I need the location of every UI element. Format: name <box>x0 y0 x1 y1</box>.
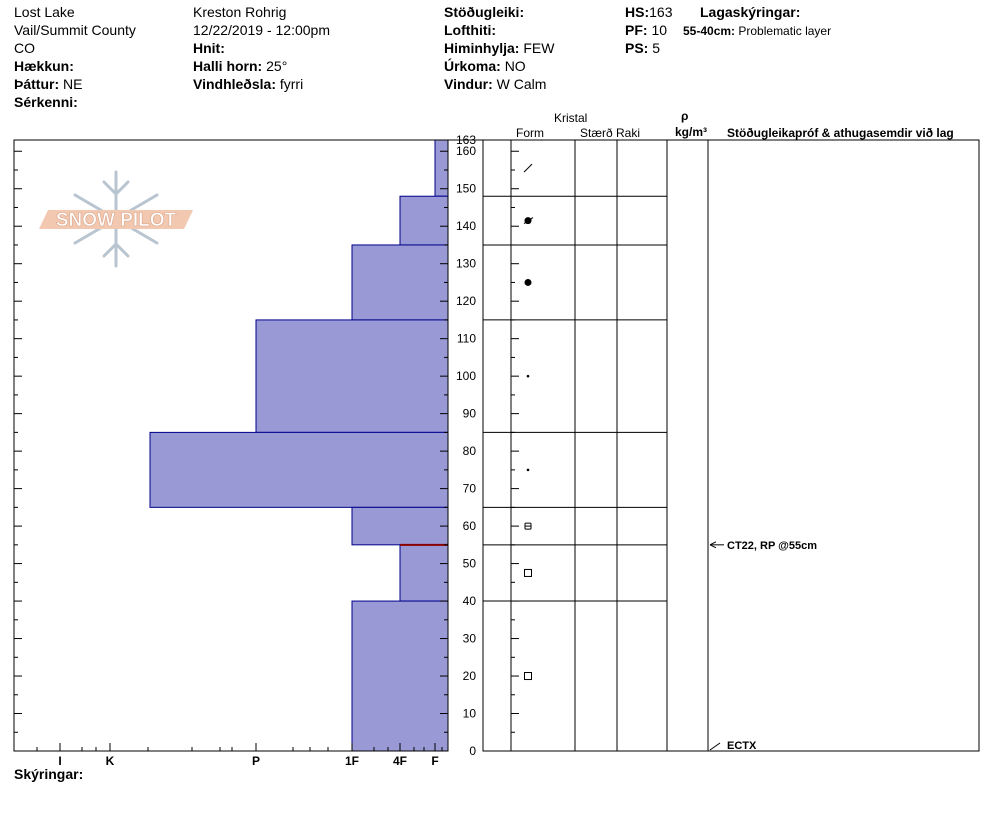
hardness-bar <box>150 432 448 507</box>
hardness-panel <box>14 140 448 768</box>
depth-tick-label: 0 <box>469 744 476 758</box>
hs-value: 163 <box>649 4 673 20</box>
hardness-bar <box>352 507 448 544</box>
depth-tick-label: 160 <box>455 144 476 159</box>
crystal-symbol <box>524 164 532 172</box>
wind-label: Vindur: <box>444 76 493 92</box>
depth-tick-label: 110 <box>456 331 476 346</box>
depth-tick-label: 10 <box>462 706 476 721</box>
layer-note-range: 55-40cm: <box>683 24 736 38</box>
hardness-bar <box>352 245 448 320</box>
hardness-bar <box>400 545 448 601</box>
depth-tick-label: 120 <box>455 294 476 309</box>
depth-tick-label: 90 <box>462 406 476 421</box>
hardness-bar <box>435 140 448 196</box>
wind-loading-label: Vindhleðsla: <box>193 76 276 92</box>
ps-label: PS: <box>625 40 649 56</box>
rho-header: ρ <box>681 109 689 123</box>
precip-value: NO <box>504 58 526 74</box>
form-header: Form <box>516 126 544 140</box>
hardness-tick-label: I <box>58 754 62 768</box>
test-label: CT22, RP @55cm <box>727 539 818 552</box>
crystal-symbol <box>525 569 532 576</box>
depth-tick-label: 70 <box>462 481 476 496</box>
crystal-symbol <box>527 469 530 472</box>
sky-label: Himinhylja: <box>444 40 520 56</box>
hardness-tick-label: F <box>431 754 439 768</box>
hardness-tick-label: 1F <box>344 754 360 768</box>
test-label: ECTX <box>727 740 757 752</box>
layer-notes-label: Lagaskýringar: <box>700 4 801 20</box>
hardness-tick-label: 4F <box>392 754 408 768</box>
density-unit-header: kg/m³ <box>675 125 708 139</box>
sky-value: FEW <box>523 40 555 56</box>
depth-tick-label: 150 <box>455 181 476 196</box>
wind-loading-value: fyrri <box>279 76 304 92</box>
snowpilot-logo <box>39 172 193 266</box>
depth-tick-label: 20 <box>462 669 476 684</box>
observer: Kreston Rohrig <box>193 4 287 20</box>
hardness-tick-label: P <box>251 754 261 768</box>
crystal-frame <box>483 140 979 751</box>
depth-tick-label: 130 <box>455 256 476 271</box>
slope-label: Halli horn: <box>193 58 263 74</box>
test-pointer <box>710 743 720 750</box>
notes-label: Skýringar: <box>14 766 84 782</box>
depth-tick-label: 80 <box>462 444 476 459</box>
depth-tick-label: 30 <box>462 631 476 646</box>
tests-header: Stöðugleikapróf & athugasemdir við lag <box>727 126 954 140</box>
crystal-panel <box>483 140 979 752</box>
precip-label: Úrkoma: <box>444 58 501 74</box>
hardness-tick-label: K <box>105 754 115 768</box>
stability-label: Stöðugleiki: <box>444 4 525 20</box>
pf-value: 10 <box>651 22 668 38</box>
aspect-label: Þáttur: <box>14 76 60 92</box>
slope-value: 25° <box>266 58 288 74</box>
state: CO <box>14 40 35 56</box>
layer-note-text: Problematic layer <box>738 24 832 38</box>
region: Vail/Summit County <box>14 22 136 38</box>
depth-tick-label: 140 <box>455 219 476 234</box>
datetime: 12/22/2019 - 12:00pm <box>193 22 330 38</box>
crystal-symbol <box>525 673 532 680</box>
size-header: Stærð <box>580 126 613 140</box>
logo-text: SNOW PILOT <box>55 210 177 231</box>
depth-tick-label: 60 <box>462 519 476 534</box>
depth-tick-label: 100 <box>455 369 476 384</box>
hardness-bar <box>400 196 448 245</box>
elevation-label: Hækkun: <box>14 58 74 74</box>
aspect-value: NE <box>63 76 83 92</box>
coords-label: Hnit: <box>193 40 225 56</box>
crystal-symbol <box>527 375 530 378</box>
hardness-bar <box>256 320 448 432</box>
pf-label: PF: <box>625 22 648 38</box>
location: Lost Lake <box>14 4 75 20</box>
crystal-header: Kristal <box>554 111 588 125</box>
crystal-symbol <box>525 279 532 286</box>
moisture-header: Raki <box>616 126 641 140</box>
depth-top-label: 163 <box>455 133 476 147</box>
hardness-bar <box>352 601 448 751</box>
air-temp-label: Lofthiti: <box>444 22 497 38</box>
depth-tick-label: 40 <box>462 594 476 609</box>
ps-value: 5 <box>652 40 661 56</box>
depth-tick-label: 50 <box>462 556 476 571</box>
wind-value: W Calm <box>496 76 547 92</box>
hs-label: HS: <box>625 4 650 20</box>
features-label: Sérkenni: <box>14 94 78 110</box>
